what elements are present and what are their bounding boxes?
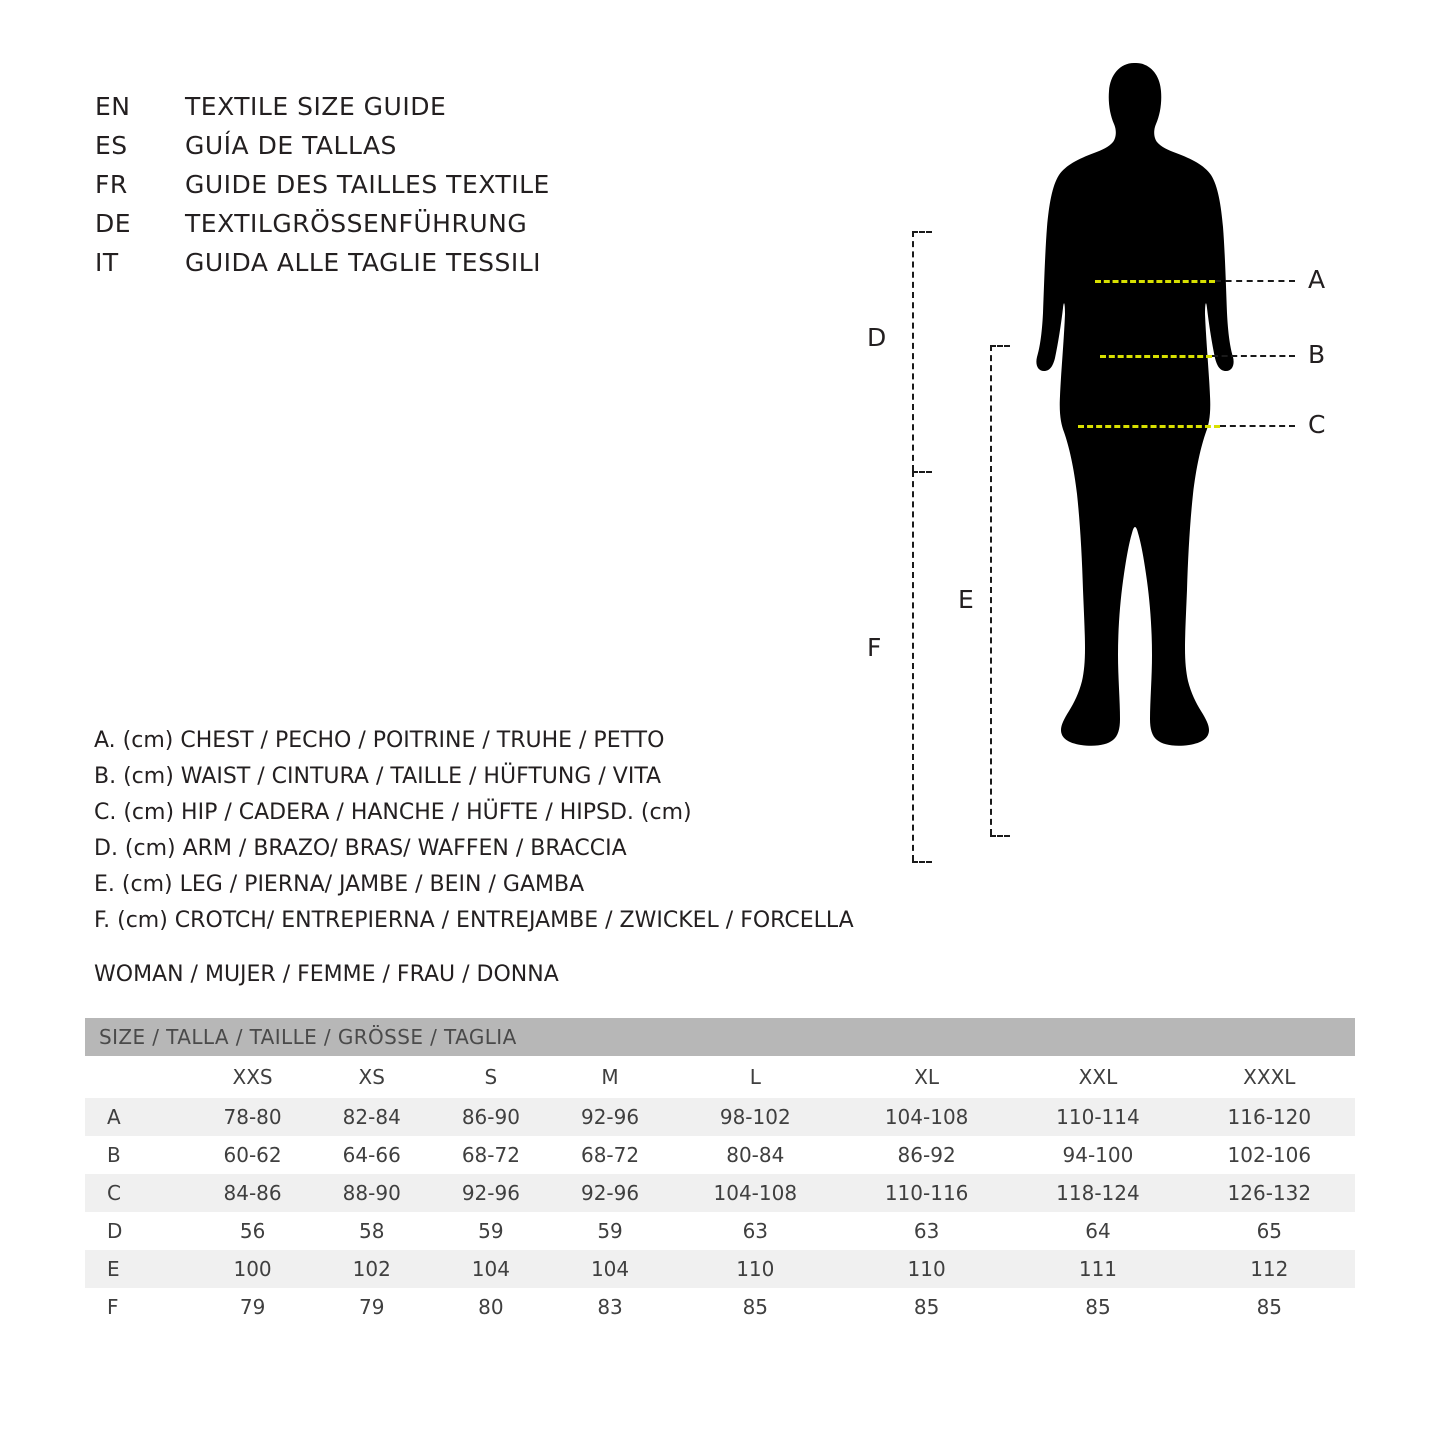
- cell-f-l: 85: [742, 1295, 769, 1319]
- title-row: [95, 209, 715, 248]
- arm-bracket-bottom-tick: [912, 471, 932, 473]
- marker-A: A: [1308, 265, 1326, 294]
- cell-d-xxxl: 65: [1256, 1219, 1283, 1243]
- cell-f-xxs: 79: [239, 1295, 266, 1319]
- cell-a-xxl: 110-114: [1056, 1105, 1140, 1129]
- measurement-figure: [830, 55, 1390, 905]
- table-row: [85, 1288, 1355, 1326]
- waist-measure-line: [1100, 355, 1212, 358]
- cell-c-xxl: 118-124: [1056, 1181, 1140, 1205]
- table-caption-row: [85, 1018, 1355, 1056]
- arm-bracket: [912, 231, 914, 471]
- cell-f-xxxl: 85: [1256, 1295, 1283, 1319]
- chest-leader-line: [1215, 280, 1295, 282]
- cell-c-xs: 88-90: [342, 1181, 401, 1205]
- title-text-en: TEXTILE SIZE GUIDE: [185, 92, 447, 121]
- woman-silhouette-icon: [1020, 55, 1250, 885]
- cell-a-xl: 104-108: [884, 1105, 969, 1129]
- title-row: [95, 92, 715, 131]
- cell-b-m: 68-72: [580, 1143, 640, 1167]
- row-label-b: B: [107, 1143, 121, 1167]
- arm-bracket-top-tick: [912, 231, 932, 233]
- cell-a-s: 86-90: [461, 1105, 520, 1129]
- marker-E: E: [958, 585, 974, 614]
- cell-f-xl: 85: [913, 1295, 940, 1319]
- cell-a-xxxl: 116-120: [1227, 1105, 1312, 1129]
- cell-c-s: 92-96: [461, 1181, 520, 1205]
- table-row: [85, 1212, 1355, 1250]
- cell-c-xxxl: 126-132: [1227, 1181, 1312, 1205]
- column-header-xs: XS: [358, 1065, 385, 1089]
- table-header-row: [85, 1056, 1355, 1098]
- cell-c-xxs: 84-86: [223, 1181, 282, 1205]
- legend-item-c: C. (cm) HIP / CADERA / HANCHE / HÜFTE / HIPSD. (cm): [94, 800, 692, 825]
- column-header-l: L: [749, 1065, 761, 1089]
- title-text-fr: GUIDE DES TAILLES TEXTILE: [185, 170, 550, 199]
- column-header-xxxl: XXXL: [1243, 1065, 1296, 1089]
- cell-e-xs: 102: [352, 1257, 391, 1281]
- cell-d-m: 59: [597, 1219, 623, 1243]
- legend-block: [94, 723, 894, 939]
- legend-item-a: A. (cm) CHEST / PECHO / POITRINE / TRUHE / PETTO: [94, 728, 665, 753]
- size-table: [85, 1018, 1355, 1326]
- cell-b-l: 80-84: [726, 1143, 785, 1167]
- cell-c-xl: 110-116: [884, 1181, 969, 1205]
- cell-b-xxl: 94-100: [1062, 1143, 1134, 1167]
- legend-item-f: F. (cm) CROTCH/ ENTREPIERNA / ENTREJAMBE / ZWICKEL / FORCELLA: [94, 908, 854, 933]
- cell-d-xxl: 64: [1085, 1219, 1111, 1243]
- marker-B: B: [1308, 340, 1326, 369]
- legend-item-b: B. (cm) WAIST / CINTURA / TAILLE / HÜFTUNG / VITA: [94, 764, 662, 789]
- cell-b-xxxl: 102-106: [1227, 1143, 1312, 1167]
- title-text-es: GUÍA DE TALLAS: [185, 131, 397, 160]
- cell-e-xxs: 100: [233, 1257, 272, 1281]
- cell-e-xl: 110: [907, 1257, 946, 1281]
- cell-a-m: 92-96: [580, 1105, 640, 1129]
- chest-measure-line: [1095, 280, 1215, 283]
- row-label-f: F: [107, 1295, 119, 1319]
- cell-d-l: 63: [742, 1219, 769, 1243]
- cell-d-s: 59: [478, 1219, 504, 1243]
- cell-f-m: 83: [597, 1295, 623, 1319]
- row-label-a: A: [107, 1105, 121, 1129]
- title-lang-it: IT: [95, 248, 119, 277]
- row-label-d: D: [107, 1219, 123, 1243]
- cell-c-l: 104-108: [713, 1181, 798, 1205]
- leg-bracket-bottom-tick: [990, 835, 1010, 837]
- cell-d-xl: 63: [913, 1219, 940, 1243]
- table-row: [85, 1098, 1355, 1136]
- column-header-blank: [85, 1056, 193, 1098]
- legend-item-e: E. (cm) LEG / PIERNA/ JAMBE / BEIN / GAMBA: [94, 872, 585, 897]
- cell-b-s: 68-72: [461, 1143, 520, 1167]
- row-label-e: E: [107, 1257, 120, 1281]
- cell-c-m: 92-96: [580, 1181, 640, 1205]
- table-row: [85, 1174, 1355, 1212]
- cell-e-s: 104: [471, 1257, 510, 1281]
- table-row: [85, 1136, 1355, 1174]
- column-header-xl: XL: [914, 1065, 940, 1089]
- title-block: [95, 92, 715, 287]
- title-text-de: TEXTILGRÖSSENFÜHRUNG: [185, 209, 528, 238]
- hip-measure-line: [1078, 425, 1220, 428]
- legend-item-d: D. (cm) ARM / BRAZO/ BRAS/ WAFFEN / BRACCIA: [94, 836, 627, 861]
- column-header-xxl: XXL: [1078, 1065, 1118, 1089]
- cell-e-m: 104: [590, 1257, 630, 1281]
- cell-b-xs: 64-66: [342, 1143, 401, 1167]
- cell-e-l: 110: [736, 1257, 775, 1281]
- hip-leader-line: [1220, 425, 1295, 427]
- title-lang-es: ES: [95, 131, 128, 160]
- title-text-it: GUIDA ALLE TAGLIE TESSILI: [185, 248, 541, 277]
- cell-a-xs: 82-84: [342, 1105, 401, 1129]
- cell-d-xs: 58: [359, 1219, 385, 1243]
- title-lang-en: EN: [95, 92, 131, 121]
- cell-a-xxs: 78-80: [223, 1105, 282, 1129]
- row-label-c: C: [107, 1181, 121, 1205]
- column-header-xxs: XXS: [232, 1065, 273, 1089]
- title-lang-de: DE: [95, 209, 132, 238]
- crotch-bracket: [912, 471, 914, 861]
- column-header-s: S: [484, 1065, 498, 1089]
- cell-f-s: 80: [478, 1295, 504, 1319]
- leg-bracket-top-tick: [990, 345, 1010, 347]
- column-header-m: M: [601, 1065, 619, 1089]
- cell-d-xxs: 56: [239, 1219, 266, 1243]
- cell-b-xxs: 60-62: [223, 1143, 282, 1167]
- marker-D: D: [867, 323, 887, 352]
- title-row: [95, 248, 715, 287]
- gender-label: WOMAN / MUJER / FEMME / FRAU / DONNA: [94, 962, 559, 987]
- title-lang-fr: FR: [95, 170, 128, 199]
- table-row: [85, 1250, 1355, 1288]
- crotch-bracket-bottom-tick: [912, 861, 932, 863]
- marker-F: F: [867, 633, 882, 662]
- waist-leader-line: [1212, 355, 1295, 357]
- cell-e-xxl: 111: [1078, 1257, 1118, 1281]
- cell-f-xxl: 85: [1085, 1295, 1111, 1319]
- cell-f-xs: 79: [359, 1295, 385, 1319]
- cell-b-xl: 86-92: [897, 1143, 956, 1167]
- cell-e-xxxl: 112: [1250, 1257, 1289, 1281]
- title-row: [95, 131, 715, 170]
- marker-C: C: [1308, 410, 1326, 439]
- title-row: [95, 170, 715, 209]
- leg-bracket: [990, 345, 992, 835]
- table-caption: SIZE / TALLA / TAILLE / GRÖSSE / TAGLIA: [85, 1018, 1355, 1056]
- cell-a-l: 98-102: [719, 1105, 791, 1129]
